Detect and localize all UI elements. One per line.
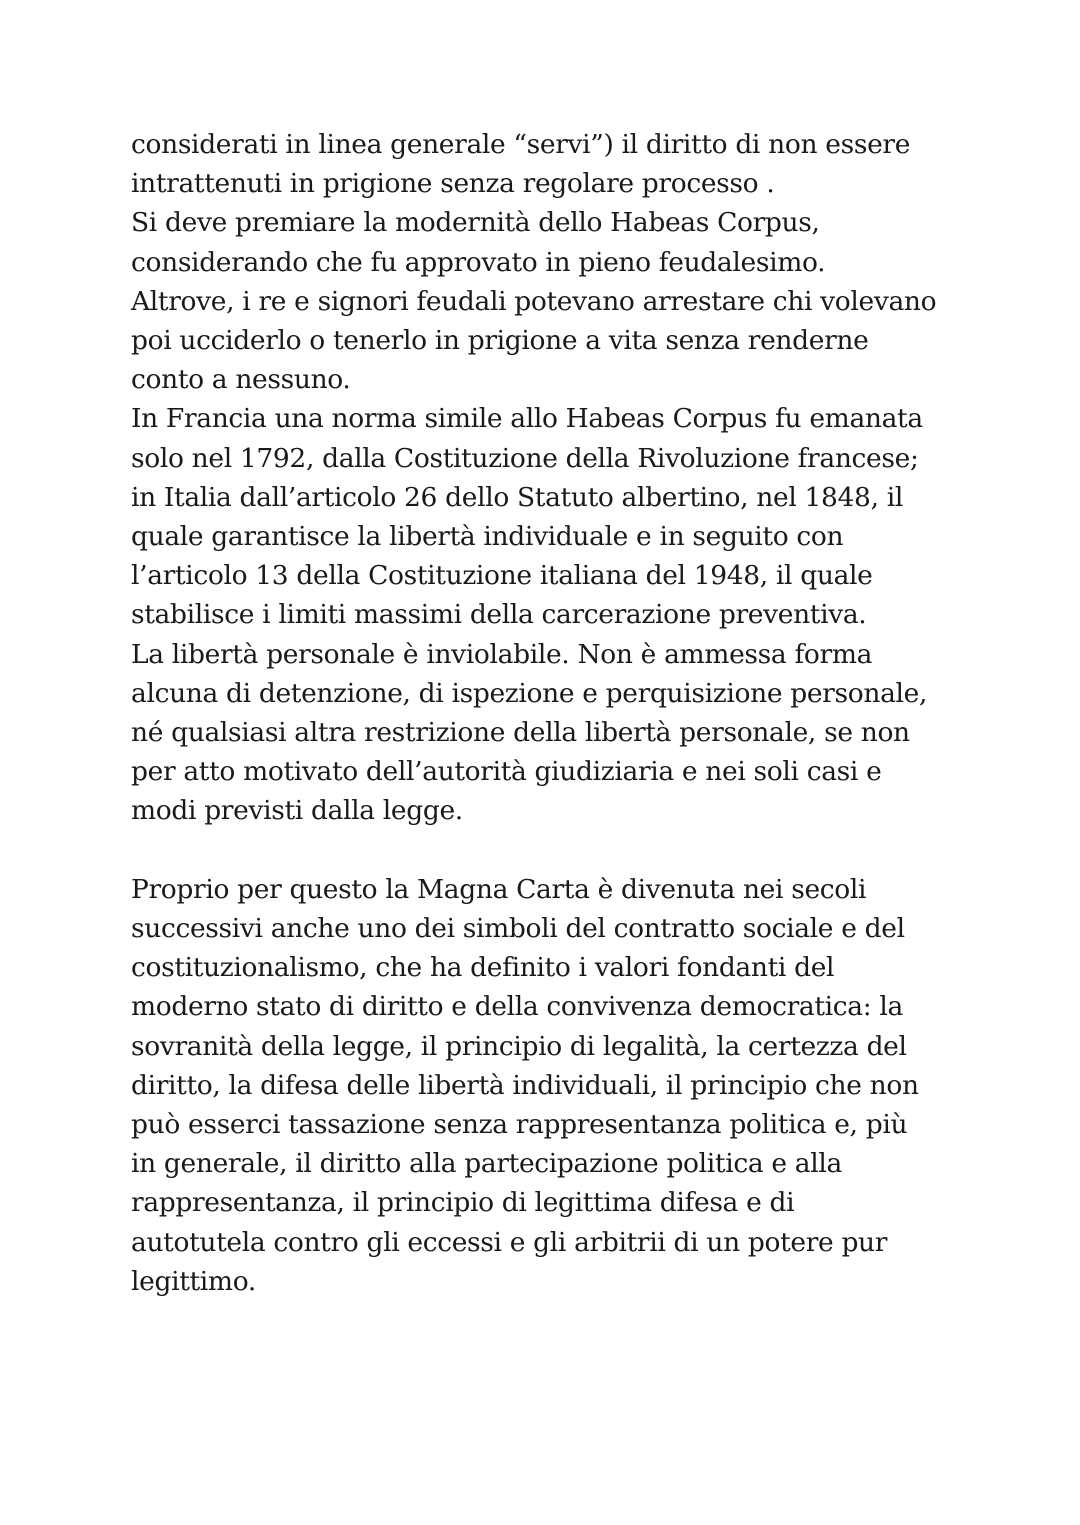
text-line: legittimo. bbox=[131, 1265, 256, 1297]
paragraph-habeas-corpus bbox=[131, 125, 991, 831]
document-body bbox=[131, 125, 991, 1301]
text-line: Proprio per questo la Magna Carta è divenuta nei secoli bbox=[131, 873, 867, 905]
text-line: costituzionalismo, che ha definito i valori fondanti del bbox=[131, 952, 835, 984]
text-line: solo nel 1792, dalla Costituzione della Rivoluzione francese; bbox=[131, 442, 919, 474]
text-line: in generale, il diritto alla partecipazione politica e alla bbox=[131, 1148, 842, 1180]
text-line: alcuna di detenzione, di ispezione e perquisizione personale, bbox=[131, 677, 928, 709]
text-line: poi ucciderlo o tenerlo in prigione a vita senza renderne bbox=[131, 325, 869, 357]
text-line: per atto motivato dell’autorità giudiziaria e nei soli casi e bbox=[131, 756, 882, 788]
text-line: La libertà personale è inviolabile. Non è ammessa forma bbox=[131, 638, 873, 670]
text-line: né qualsiasi altra restrizione della libertà personale, se non bbox=[131, 717, 910, 749]
text-line: considerando che fu approvato in pieno feudalesimo. bbox=[131, 246, 826, 278]
text-line: autotutela contro gli eccessi e gli arbitrii di un potere pur bbox=[131, 1226, 888, 1258]
text-line: In Francia una norma simile allo Habeas Corpus fu emanata bbox=[131, 403, 923, 435]
text-line: rappresentanza, il principio di legittima difesa e di bbox=[131, 1187, 795, 1219]
text-line: sovranità della legge, il principio di legalità, la certezza del bbox=[131, 1030, 907, 1062]
text-line: Si deve premiare la modernità dello Habeas Corpus, bbox=[131, 207, 820, 239]
text-line: può esserci tassazione senza rappresentanza politica e, più bbox=[131, 1109, 908, 1141]
text-line: intrattenuti in prigione senza regolare processo . bbox=[131, 168, 775, 200]
text-line: in Italia dall’articolo 26 dello Statuto albertino, nel 1848, il bbox=[131, 481, 903, 513]
text-line: conto a nessuno. bbox=[131, 364, 351, 396]
text-line: considerati in linea generale “servi”) il diritto di non essere bbox=[131, 129, 911, 160]
text-line: stabilisce i limiti massimi della carcerazione preventiva. bbox=[131, 599, 867, 631]
text-line: quale garantisce la libertà individuale e in seguito con bbox=[131, 521, 844, 553]
text-line: Altrove, i re e signori feudali potevano arrestare chi volevano bbox=[131, 285, 937, 317]
text-line: modi previsti dalla legge. bbox=[131, 795, 463, 827]
text-line: successivi anche uno dei simboli del contratto sociale e del bbox=[131, 913, 905, 945]
text-line: l’articolo 13 della Costituzione italiana del 1948, il quale bbox=[131, 560, 873, 592]
text-line: diritto, la difesa delle libertà individuali, il principio che non bbox=[131, 1069, 919, 1101]
paragraph-magna-carta bbox=[131, 870, 991, 1301]
text-line: moderno stato di diritto e della convivenza democratica: la bbox=[131, 991, 903, 1023]
